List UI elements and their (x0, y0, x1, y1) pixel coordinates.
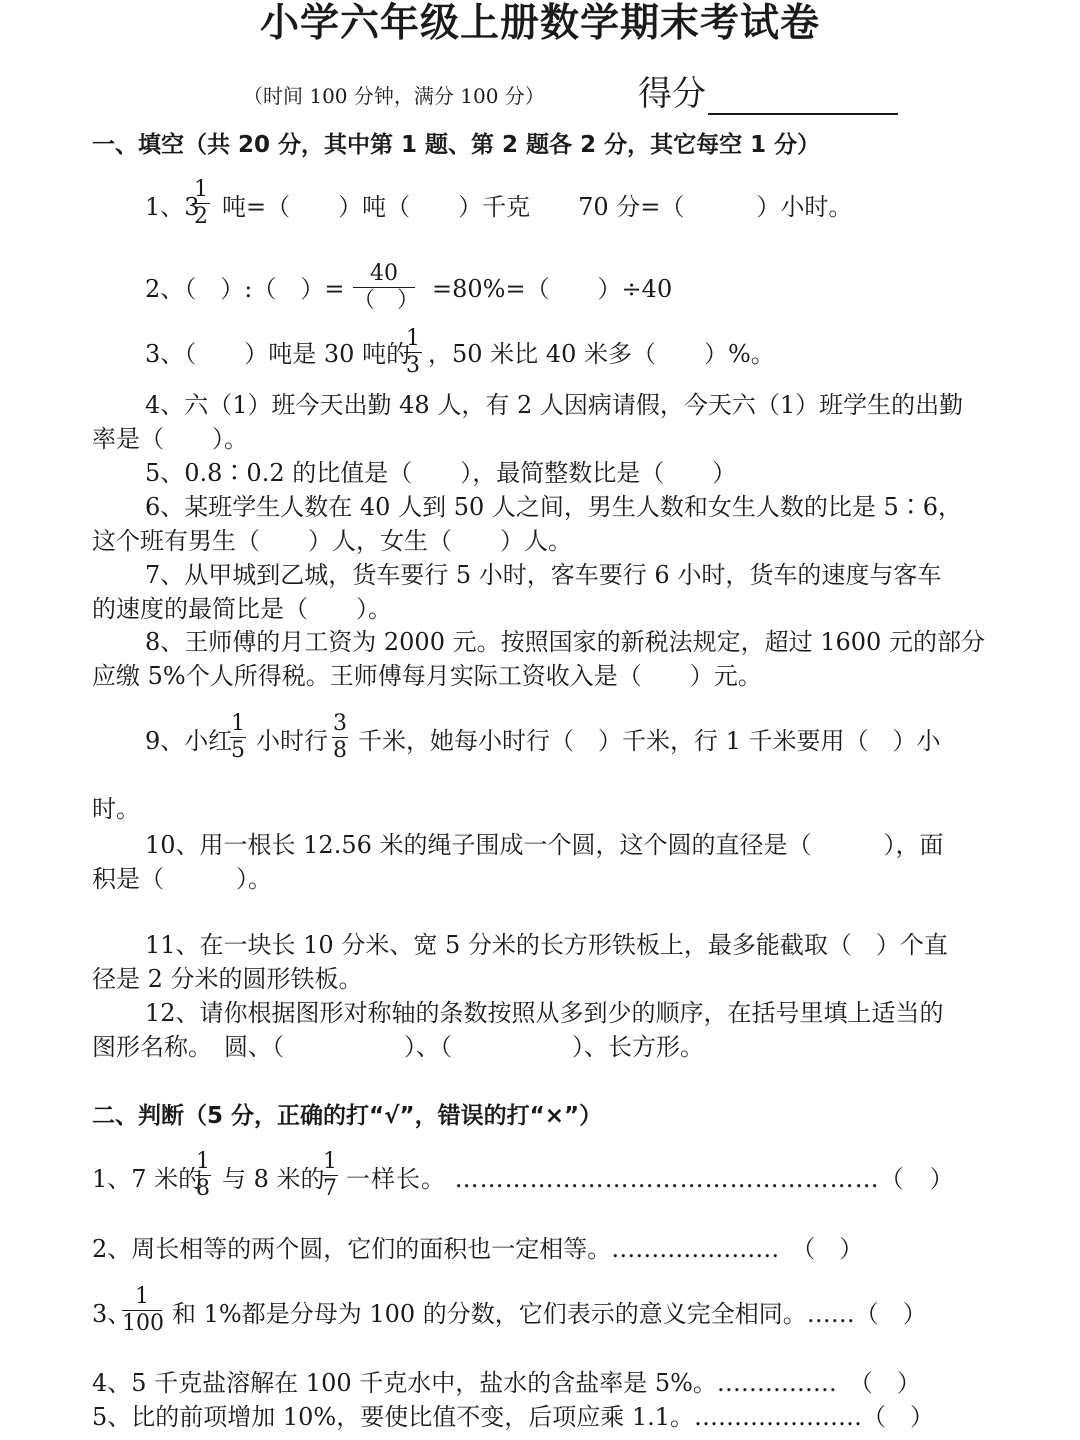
question-1-text: 吨=（ ）吨（ ）千克 70 分=（ ）小时。 (222, 193, 853, 221)
question-2-right: =80%=（ ）÷40 (432, 275, 673, 303)
fraction-1-3: 1 3 (406, 326, 420, 378)
question-9-b: 小时行 (256, 727, 328, 755)
question-8-line2: 应缴 5%个人所得税。王师傅每月实际工资收入是（ ）元。 (92, 662, 762, 690)
judge-1-c: 一样长。 ……………………………………………（ ） (346, 1165, 955, 1193)
question-12-line1: 12、请你根据图形对称轴的条数按照从多到少的顺序，在括号里填上适当的 (145, 999, 944, 1027)
score-field (638, 66, 898, 115)
fraction-40: 40 （ ） (353, 261, 420, 313)
judge-5: 5、比的前项增加 10%，要使比值不变，后项应乘 1.1。…………………（ ） (92, 1403, 935, 1431)
exam-info: （时间 100 分钟，满分 100 分） (243, 84, 545, 108)
question-10-line1: 10、用一根长 12.56 米的绳子围成一个圆，这个圆的直径是（ ），面 (145, 831, 944, 859)
question-12-line2: 图形名称。 圆、（ ）、（ ）、长方形。 (92, 1033, 704, 1061)
question-1-prefix: 1、3 (145, 193, 200, 221)
question-7-line1: 7、从甲城到乙城，货车要行 5 小时，客车要行 6 小时，货车的速度与客车 (145, 561, 942, 589)
question-4-line1: 4、六（1）班今天出勤 48 人，有 2 人因病请假，今天六（1）班学生的出勤 (145, 391, 964, 419)
question-11-line2: 径是 2 分米的圆形铁板。 (92, 965, 363, 993)
judge-3-a: 3、 (92, 1300, 132, 1328)
question-9-d: 时。 (92, 795, 140, 823)
question-2-left: 2、（ ）:（ ）= (145, 275, 345, 303)
judge-1-b: 与 8 米的 (222, 1165, 325, 1193)
fraction-1-5: 1 5 (231, 711, 245, 763)
fraction-3-8: 3 8 (333, 711, 347, 763)
judge-2: 2、周长相等的两个圆，它们的面积也一定相等。………………… （ ） (92, 1235, 864, 1263)
judge-1-a: 1、7 米的 (92, 1165, 203, 1193)
fraction-1-2: 1 2 (194, 177, 208, 229)
score-label: 得分 (638, 74, 706, 114)
question-6-line2: 这个班有男生（ ）人，女生（ ）人。 (92, 527, 572, 555)
judge-3-b: 和 1%都是分母为 100 的分数，它们表示的意义完全相同。……（ ） (172, 1300, 927, 1328)
question-9-a: 9、小红 (145, 727, 233, 755)
question-6-line1: 6、某班学生人数在 40 人到 50 人之间，男生人数和女生人数的比是 5∶6， (145, 493, 963, 521)
question-7-line2: 的速度的最简比是（ ）。 (92, 595, 392, 623)
fraction-1-100: 1 100 (122, 1284, 164, 1336)
fraction-1-8: 1 8 (196, 1149, 210, 1201)
section2-heading: 二、判断（5 分，正确的打“√”，错误的打“×”） (92, 1103, 603, 1129)
question-9-c: 千米，她每小时行（ ）千米，行 1 千米要用（ ）小 (358, 727, 941, 755)
question-10-line2: 积是（ ）。 (92, 865, 272, 893)
fraction-1-7: 1 7 (323, 1149, 337, 1201)
question-3-right: ，50 米比 40 米多（ ）%。 (428, 340, 775, 368)
page-title: 小学六年级上册数学期末考试卷 (259, 1, 820, 46)
question-3-left: 3、（ ）吨是 30 吨的 (145, 340, 411, 368)
question-11-line1: 11、在一块长 10 分米、宽 5 分米的长方形铁板上，最多能截取（ ）个直 (145, 931, 948, 959)
question-4-line2: 率是（ ）。 (92, 425, 248, 453)
section1-heading: 一、填空（共 20 分，其中第 1 题、第 2 题各 2 分，其它每空 1 分） (92, 132, 821, 158)
judge-4: 4、5 千克盐溶解在 100 千克水中，盐水的含盐率是 5%。…………… （ ） (92, 1369, 921, 1397)
score-blank (708, 79, 898, 115)
question-5: 5、0.8∶0.2 的比值是（ ），最简整数比是（ ） (145, 459, 737, 487)
question-8-line1: 8、王师傅的月工资为 2000 元。按照国家的新税法规定，超过 1600 元的部分 (145, 628, 985, 656)
